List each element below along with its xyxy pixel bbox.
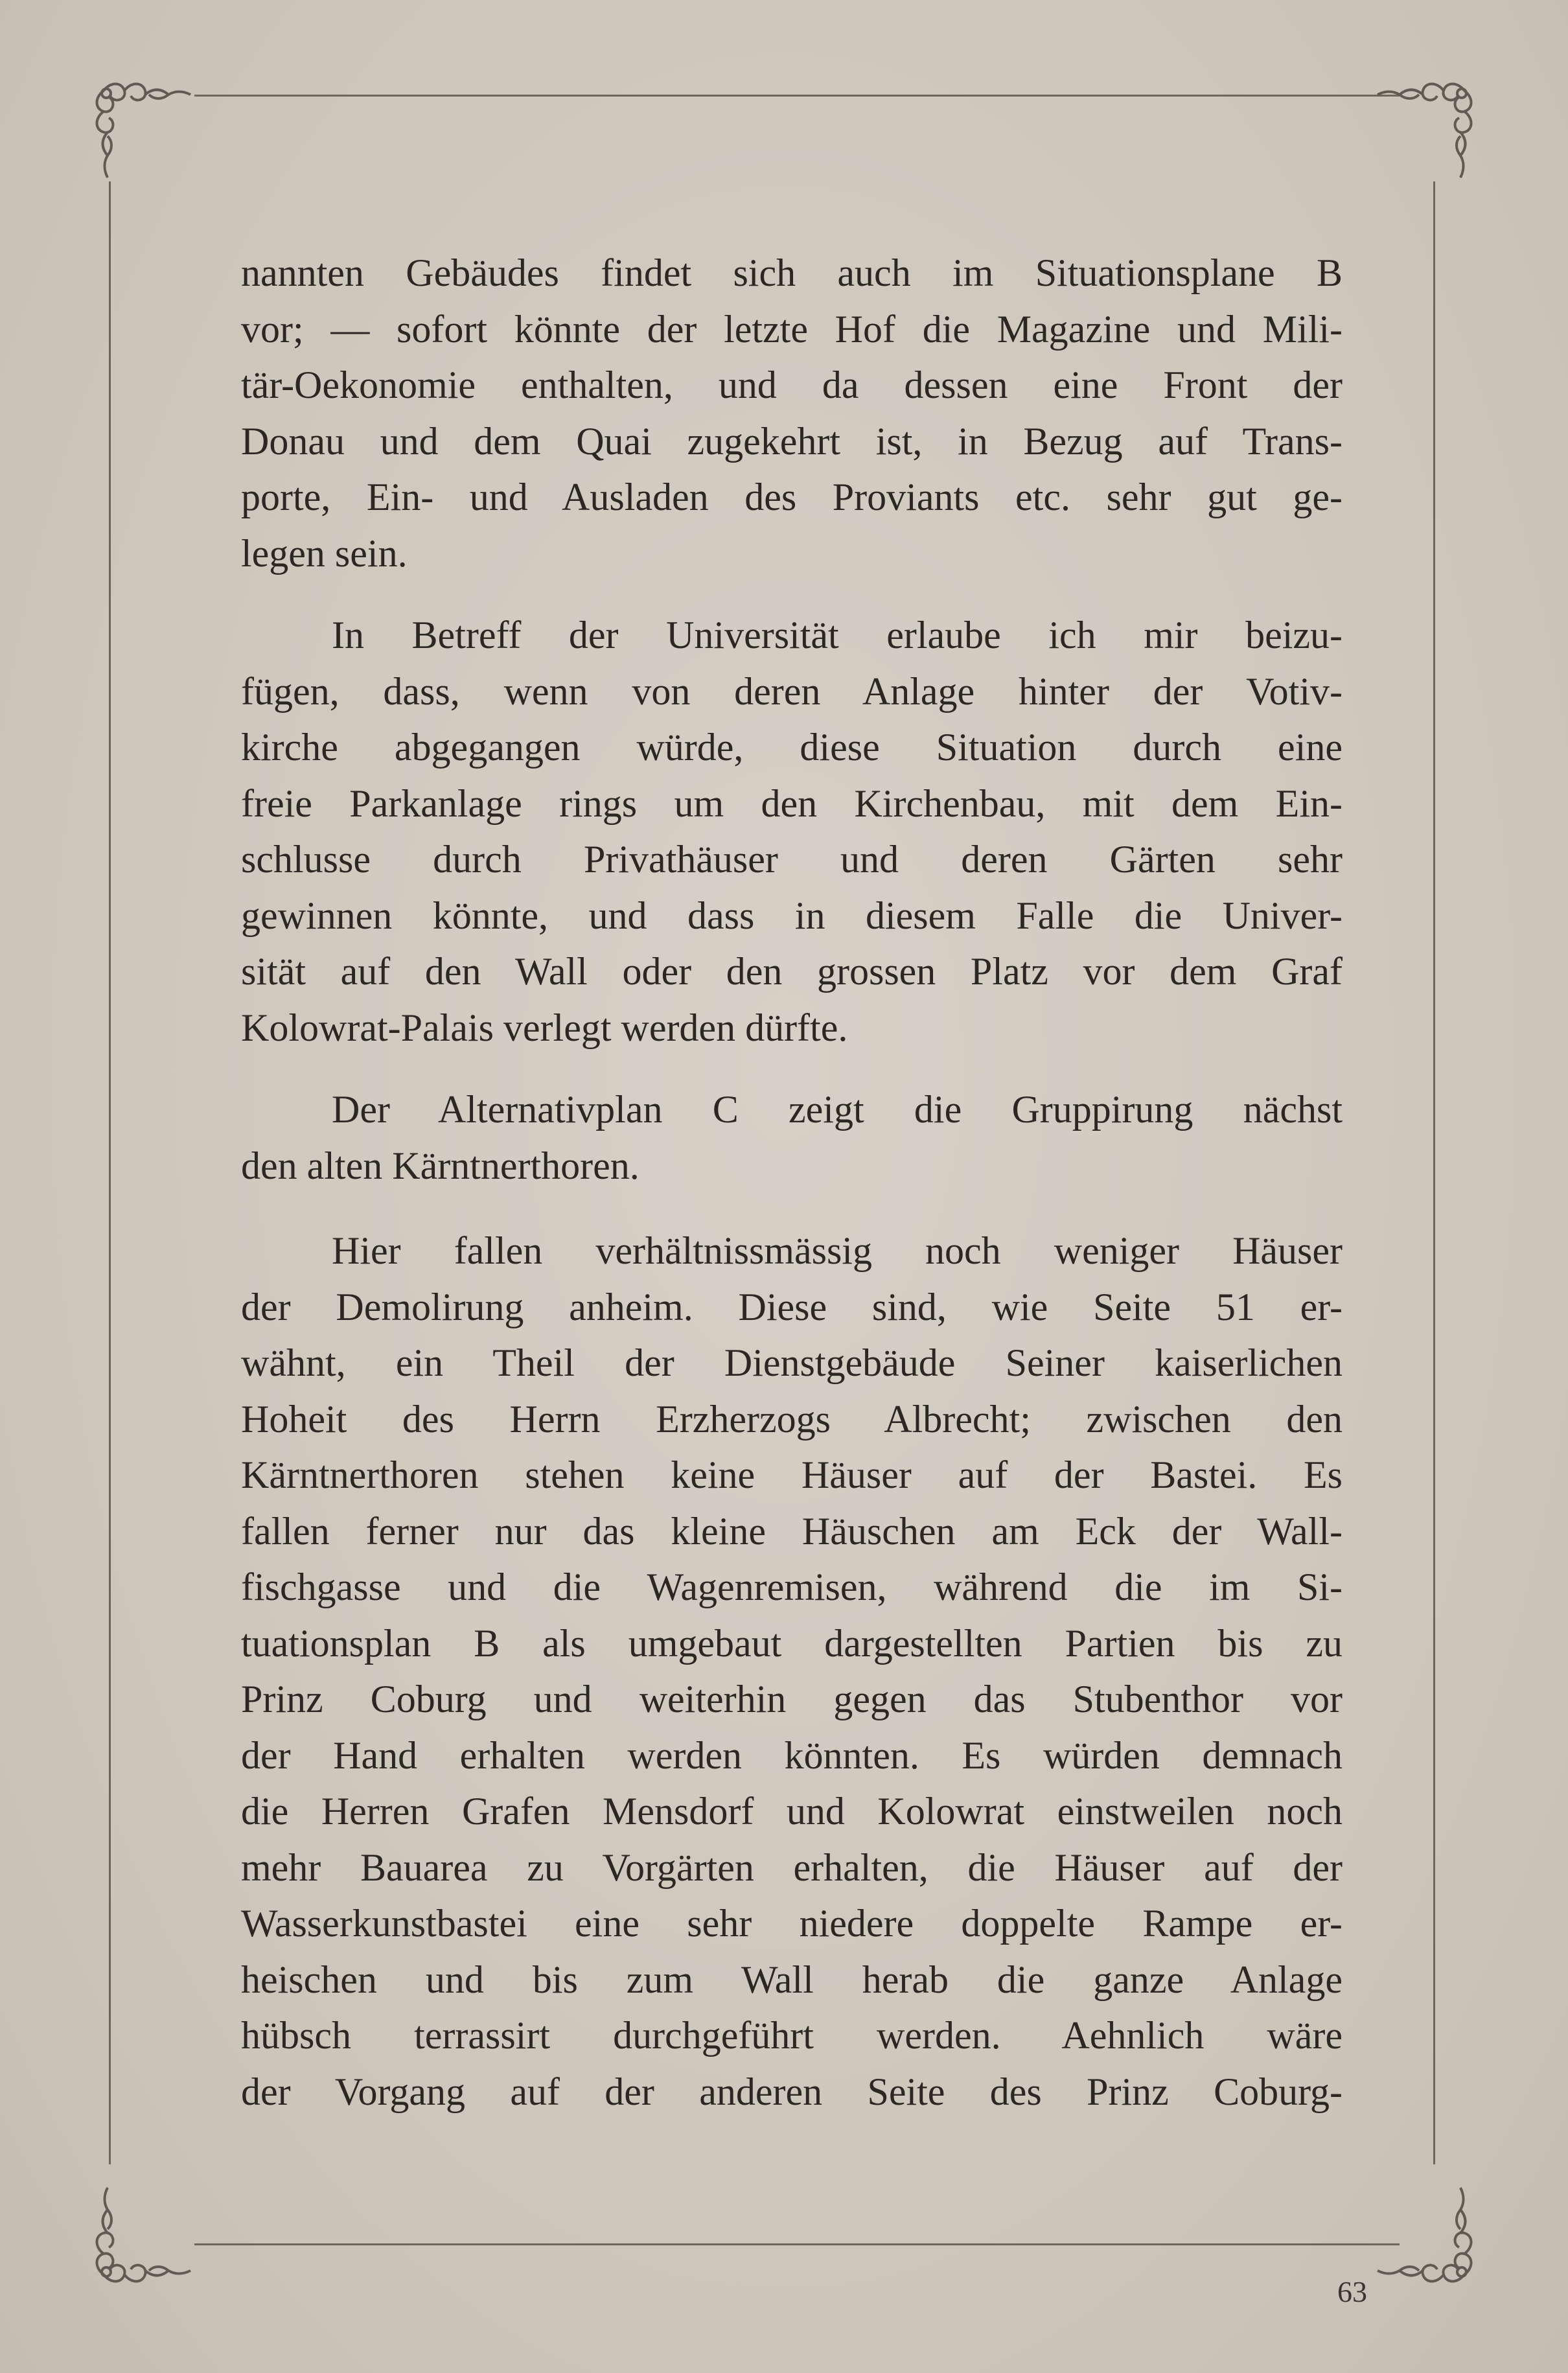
text-line: fischgasse und die Wagenremisen, während die im Si- bbox=[241, 1566, 1343, 1608]
text-line: In Betreff der Universität erlaube ich mir beizu- bbox=[332, 614, 1343, 656]
paragraph-4 bbox=[241, 1223, 1343, 2120]
text-line: schlusse durch Privathäuser und deren Gärten sehr bbox=[241, 838, 1343, 881]
corner-ornament-icon bbox=[1341, 65, 1490, 214]
text-line: Hier fallen verhältnissmässig noch weniger Häuser bbox=[332, 1229, 1343, 1272]
paragraph-1 bbox=[241, 245, 1343, 581]
text-line: legen sein. bbox=[241, 531, 408, 575]
text-line: sität auf den Wall oder den grossen Platz vor dem Graf bbox=[241, 950, 1343, 993]
corner-ornament-icon bbox=[78, 65, 227, 214]
paragraph-3 bbox=[241, 1082, 1343, 1194]
body-text bbox=[241, 245, 1343, 2120]
text-line: freie Parkanlage rings um den Kirchenbau, mit dem Ein- bbox=[241, 781, 1343, 825]
frame-left-rule bbox=[109, 181, 111, 2164]
text-line: der Demolirung anheim. Diese sind, wie Seite 51 er- bbox=[241, 1285, 1343, 1328]
text-line: der Vorgang auf der anderen Seite des Prinz Coburg- bbox=[241, 2070, 1343, 2113]
text-line: Wasserkunstbastei eine sehr niedere doppelte Rampe er- bbox=[241, 1902, 1343, 1945]
corner-ornament-icon bbox=[78, 2151, 227, 2300]
text-line: porte, Ein- und Ausladen des Proviants etc. sehr gut ge- bbox=[241, 476, 1343, 518]
page-number: 63 bbox=[1337, 2275, 1367, 2308]
frame-right-rule bbox=[1433, 181, 1435, 2164]
text-line: gewinnen könnte, und dass in diesem Falle die Univer- bbox=[241, 894, 1343, 937]
text-line: mehr Bauarea zu Vorgärten erhalten, die Häuser auf der bbox=[241, 1846, 1343, 1889]
text-line: die Herren Grafen Mensdorf und Kolowrat einstweilen noch bbox=[241, 1790, 1343, 1833]
text-line: hübsch terrassirt durchgeführt werden. Aehnlich wäre bbox=[241, 2014, 1343, 2057]
text-line: heischen und bis zum Wall herab die ganze Anlage bbox=[241, 1958, 1343, 2001]
paragraph-2 bbox=[241, 607, 1343, 1056]
text-line: der Hand erhalten werden könnten. Es würden demnach bbox=[241, 1733, 1343, 1777]
frame-bottom-rule bbox=[194, 2243, 1400, 2245]
text-line: fallen ferner nur das kleine Häuschen am Eck der Wall- bbox=[241, 1509, 1343, 1553]
text-line: Kolowrat-Palais verlegt werden dürfte. bbox=[241, 1006, 848, 1049]
text-line: vor; — sofort könnte der letzte Hof die Magazine und Mili- bbox=[241, 307, 1343, 351]
text-line: Prinz Coburg und weiterhin gegen das Stubenthor vor bbox=[241, 1678, 1343, 1720]
text-line: Donau und dem Quai zugekehrt ist, in Bezug auf Trans- bbox=[241, 419, 1343, 463]
text-line: tär-Oekonomie enthalten, und da dessen eine Front der bbox=[241, 364, 1343, 406]
frame-top-rule bbox=[194, 95, 1400, 97]
text-line: den alten Kärntnerthoren. bbox=[241, 1144, 640, 1187]
text-line: tuationsplan B als umgebaut dargestellten Partien bis zu bbox=[241, 1621, 1343, 1665]
text-line: Der Alternativplan C zeigt die Gruppirung nächst bbox=[332, 1088, 1343, 1131]
text-line: kirche abgegangen würde, diese Situation durch eine bbox=[241, 726, 1343, 769]
text-line: nannten Gebäudes findet sich auch im Situationsplane B bbox=[241, 251, 1343, 294]
text-line: wähnt, ein Theil der Dienstgebäude Seiner kaiserlichen bbox=[241, 1341, 1343, 1384]
text-line: Hoheit des Herrn Erzherzogs Albrecht; zwischen den bbox=[241, 1397, 1343, 1441]
text-line: fügen, dass, wenn von deren Anlage hinter der Votiv- bbox=[241, 669, 1343, 713]
text-line: Kärntnerthoren stehen keine Häuser auf der Bastei. Es bbox=[241, 1453, 1343, 1496]
